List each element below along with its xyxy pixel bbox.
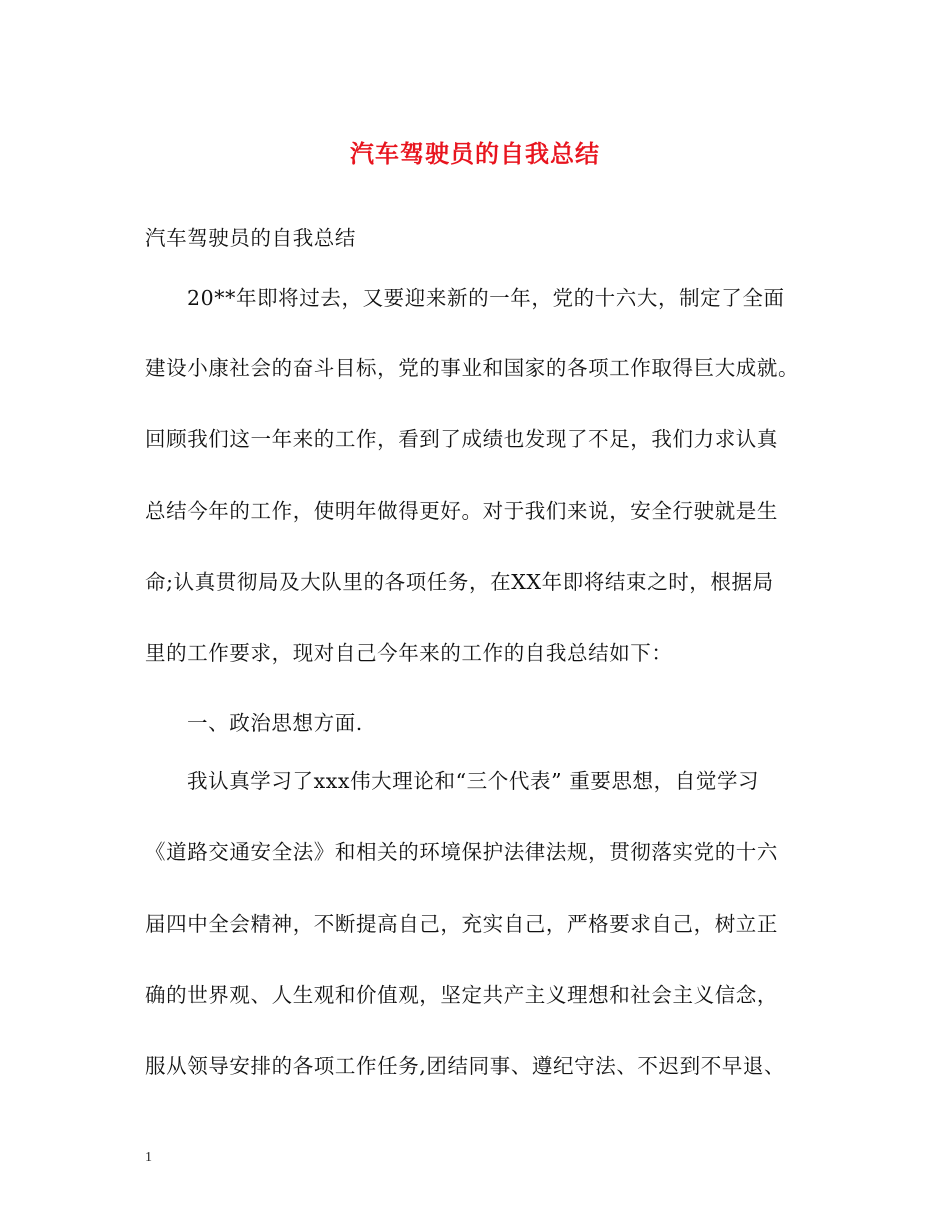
- body-line-9: 《道路交通安全法》和相关的环境保护法律法规，贯彻落实党的十六: [145, 840, 778, 864]
- body-line-11: 确的世界观、人生观和价值观，坚定共产主义理想和社会主义信念，: [145, 983, 778, 1007]
- body-line-3: 回顾我们这一年来的工作，看到了成绩也发现了不足，我们力求认真: [145, 427, 778, 451]
- section-heading: 一、政治思想方面.: [187, 711, 363, 735]
- body-line-5: 命;认真贯彻局及大队里的各项任务，在XX年即将结束之时，根据局: [145, 570, 774, 594]
- body-line-10: 届四中全会精神，不断提高自己，充实自己，严格要求自己，树立正: [145, 912, 778, 936]
- subtitle-line: 汽车驾驶员的自我总结: [145, 226, 356, 250]
- body-line-1: 20**年即将过去，又要迎来新的一年，党的十六大，制定了全面: [187, 286, 785, 310]
- body-line-4: 总结今年的工作，使明年做得更好。对于我们来说，安全行驶就是生: [145, 499, 778, 523]
- body-line-12: 服从领导安排的各项工作任务,团结同事、遵纪守法、不迟到不早退、: [145, 1054, 786, 1078]
- body-line-2: 建设小康社会的奋斗目标，党的事业和国家的各项工作取得巨大成就。: [145, 356, 800, 380]
- page-number: 1: [145, 1150, 152, 1165]
- document-title: 汽车驾驶员的自我总结: [350, 139, 600, 168]
- body-line-8: 我认真学习了xxx伟大理论和“三个代表” 重要思想，自觉学习: [187, 769, 760, 793]
- body-line-6: 里的工作要求，现对自己今年来的工作的自我总结如下：: [145, 641, 673, 665]
